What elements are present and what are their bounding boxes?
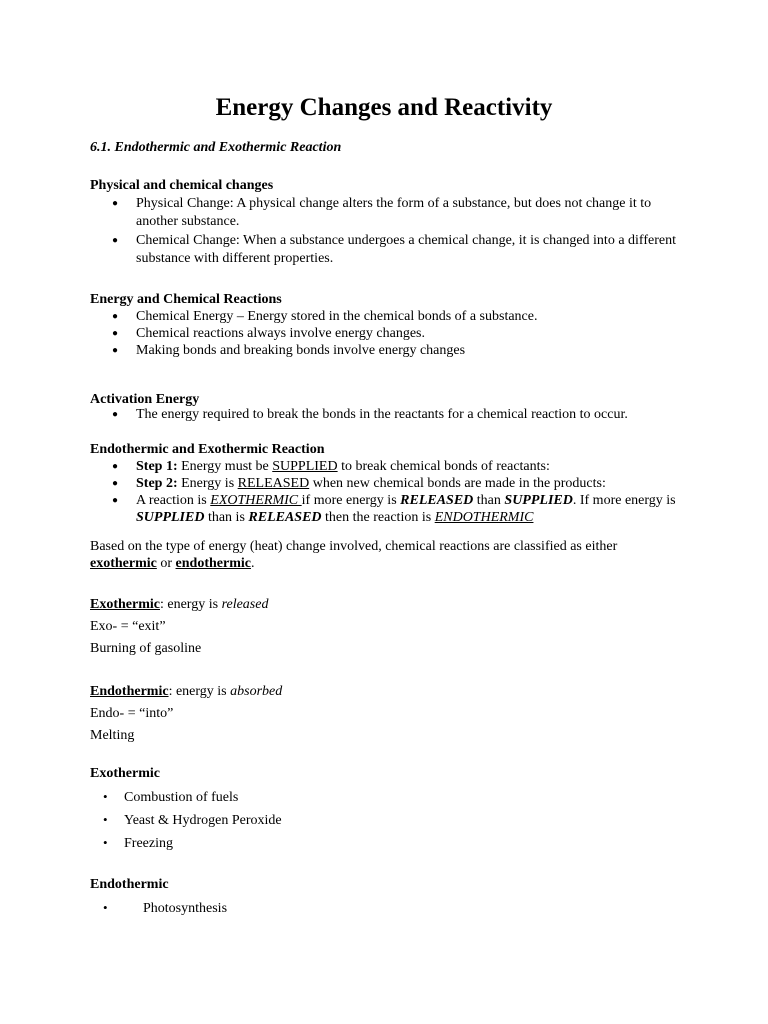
exo-etymology: Exo- = “exit” <box>90 619 166 634</box>
exothermic-definition: Exothermic: energy is released <box>90 597 269 612</box>
list-item: ● Step 2: Energy is RELEASED when new chemical bonds are made in the products: <box>112 476 606 491</box>
list-endo-exo-steps <box>90 458 680 527</box>
list-item: ● Chemical Energy – Energy stored in the chemical bonds of a substance. <box>112 309 538 324</box>
bullet-icon: ● <box>112 345 119 356</box>
bullet-icon: ● <box>112 409 119 420</box>
exo-example-text: Burning of gasoline <box>90 641 202 656</box>
list-exothermic-examples <box>90 789 490 852</box>
page-title: Energy Changes and Reactivity <box>215 94 553 121</box>
bullet-icon: ● <box>112 235 119 246</box>
list-item: ● Making bonds and breaking bonds involve energy changes <box>112 343 466 358</box>
bullet-icon: • <box>103 900 108 915</box>
list-item: ● Chemical reactions always involve energy changes. <box>112 326 425 341</box>
bullet-icon: ● <box>112 311 119 322</box>
list-energy-reactions <box>90 308 680 361</box>
bullet-icon: ● <box>112 461 119 472</box>
list-item: ● Step 1: Energy must be SUPPLIED to break chemical bonds of reactants: <box>112 459 550 474</box>
bullet-icon: ● <box>112 198 119 209</box>
bullet-icon: ● <box>112 478 119 489</box>
heading-exothermic-examples: Exothermic <box>90 766 160 781</box>
list-item: • Combustion of fuels <box>103 789 239 805</box>
endothermic-term: endothermic <box>175 556 251 571</box>
list-item: • Photosynthesis <box>103 900 228 916</box>
section-subtitle: 6.1. Endothermic and Exothermic Reaction <box>90 140 342 155</box>
bullet-icon: ● <box>112 495 119 506</box>
list-endothermic-examples <box>90 900 490 917</box>
list-item: ● Physical Change: A physical change alters the form of a substance, but does not change it to another substance. <box>112 196 652 229</box>
bullet-icon: ● <box>112 328 119 339</box>
list-item: • Freezing <box>103 835 173 851</box>
heading-endothermic-examples: Endothermic <box>90 877 169 892</box>
list-activation-energy <box>90 406 680 425</box>
list-physical-chemical <box>90 195 680 269</box>
classification-paragraph: Based on the type of energy (heat) change involved, chemical reactions are classified as either exothermic or endothermic. <box>90 539 618 571</box>
list-item: ● A reaction is EXOTHERMIC if more energy is RELEASED than SUPPLIED. If more energy is SUPPLIED than is RELEASED then the reaction is ENDOTHERMIC <box>112 493 676 525</box>
bullet-icon: • <box>103 835 108 850</box>
bullet-icon: • <box>103 789 108 804</box>
endo-etymology: Endo- = “into” <box>90 706 174 721</box>
list-item: • Yeast & Hydrogen Peroxide <box>103 812 282 828</box>
endothermic-definition: Endothermic: energy is absorbed <box>90 684 283 699</box>
list-item: ● Chemical Change: When a substance undergoes a chemical change, it is changed into a different substance with different properties. <box>112 233 676 266</box>
endo-example-text: Melting <box>90 728 135 743</box>
heading-endo-exo-reaction: Endothermic and Exothermic Reaction <box>90 442 325 457</box>
bullet-icon: • <box>103 812 108 827</box>
exothermic-term: exothermic <box>90 556 157 571</box>
heading-activation-energy: Activation Energy <box>90 392 200 407</box>
list-item: ● The energy required to break the bonds in the reactants for a chemical reaction to occur. <box>112 407 628 422</box>
heading-energy-reactions: Energy and Chemical Reactions <box>90 292 282 307</box>
heading-physical-chemical: Physical and chemical changes <box>90 178 274 193</box>
